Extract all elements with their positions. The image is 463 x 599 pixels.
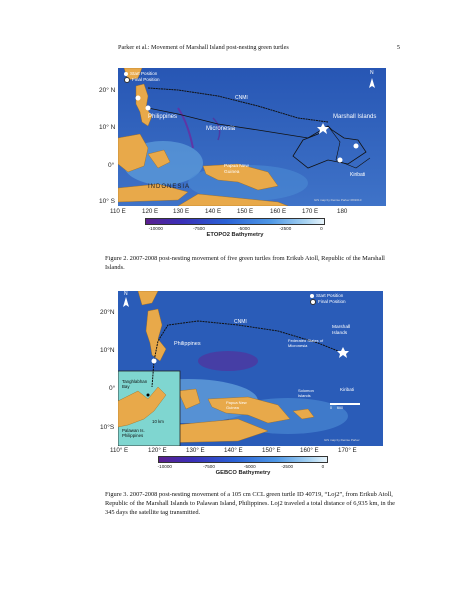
fig3-cbar-tick: -2500 — [281, 464, 294, 469]
fig3-xtick-170: 170° E — [338, 447, 357, 454]
label-philippines: Philippines — [174, 341, 201, 347]
fig3-colorbar — [158, 456, 328, 476]
fig2-ytick-10s: 10° S — [99, 198, 115, 205]
label-micronesia: Micronesia — [206, 126, 236, 132]
fig2-legend — [124, 71, 160, 83]
label-scale: 0 600 — [330, 406, 343, 410]
fig2-cbar-tick: 0 — [320, 226, 323, 231]
label-fsm: Federated States of Micronesia — [288, 338, 324, 348]
fig3-colorbar-title: GEBCO Bathymetry — [215, 470, 271, 476]
fig3-xtick-150: 150° E — [262, 447, 281, 454]
fig2-legend-final: Final Position — [124, 77, 160, 83]
fig2-cbar-tick: -10000 — [148, 226, 163, 231]
label-cnmi: CNMI — [234, 319, 247, 325]
fig3-legend-final: Final Position — [310, 299, 346, 305]
label-taghlabhan: Tanghlabhan Bay — [122, 379, 148, 389]
fig3-legend-start: Start Position — [310, 293, 346, 299]
label-marshall: Marshall Islands — [332, 325, 351, 336]
fig2-legend-start: Start Position — [124, 71, 160, 77]
fig3-ytick-20n: 20°N — [100, 309, 115, 316]
fig3-ytick-0: 0° — [109, 385, 116, 392]
fig2-xtick-140: 140 E — [205, 208, 222, 215]
star-icon — [310, 294, 314, 298]
fig3-cbar-tick: -5000 — [243, 464, 256, 469]
fig3-credit: GIS map by Denise Parker — [324, 438, 360, 442]
fig3-cbar-tick: -10000 — [157, 464, 172, 469]
fig3-ytick-10s: 10°S — [100, 424, 115, 431]
label-marshall: Marshall Islands — [333, 114, 377, 120]
fig2-xtick-170: 170 E — [302, 208, 319, 215]
circle-icon — [310, 299, 316, 305]
label-scale-km: 10 km — [152, 419, 164, 424]
label-cnmi: CNMI — [235, 95, 248, 101]
fig2-credit: GIS map by Denise Parker 08/2010 — [314, 198, 362, 202]
fig3-cbar-tick: -7500 — [203, 464, 215, 469]
fig3-xtick-110: 110° E — [110, 447, 129, 454]
label-solomon: Solomon Islands — [298, 388, 314, 398]
star-icon — [124, 72, 128, 76]
fig2-xtick-150: 150 E — [237, 208, 254, 215]
figure2-caption: Figure 2. 2007-2008 post-nesting movement of five green turtles from Erikub Atoll, Republic of the Marshall Islands. — [105, 255, 385, 271]
circle-icon — [124, 77, 130, 83]
fig2-ytick-10n: 10° N — [99, 124, 116, 131]
label-kiribati: Kiribati — [350, 172, 366, 178]
label-png: Papua New Guinea — [224, 164, 249, 175]
fig2-colorbar-gradient — [145, 218, 325, 225]
label-palawan: Palawan Is. Philippines — [122, 428, 145, 438]
figure2-map — [118, 68, 386, 206]
fig2-cbar-tick: -7500 — [193, 226, 205, 231]
fig3-ytick-10n: 10°N — [100, 347, 115, 354]
label-philippines: Philippines — [148, 114, 178, 120]
fig3-legend — [310, 293, 346, 305]
fig2-xtick-110: 110 E — [110, 208, 126, 215]
north-label: N — [124, 291, 128, 297]
fig2-colorbar — [145, 218, 325, 238]
fig2-cbar-tick: -5000 — [238, 226, 250, 231]
label-kiribati: Kiribati — [340, 387, 355, 392]
fig3-colorbar-gradient — [158, 456, 328, 463]
fig2-xtick-130: 130 E — [173, 208, 190, 215]
fig3-xtick-130: 130° E — [186, 447, 205, 454]
fig2-xtick-160: 160 E — [270, 208, 287, 215]
fig2-colorbar-title: ETOPO2 Bathymetry — [206, 232, 264, 238]
figure3-caption: Figure 3. 2007-2008 post-nesting movement of a 105 cm CCL green turtle ID 40719, “Loj2”, from Erikub Atoll, Republic of the Marshall Islands to Palawan Island, Philippines. Loj2 traveled a total distance of 6,935 km, in the 345 days the satellite tag transmitted. — [105, 491, 396, 516]
label-png: Papua New Guinea — [226, 400, 247, 410]
fig2-xtick-180: 180 — [337, 208, 348, 215]
fig3-xtick-140: 140° E — [224, 447, 243, 454]
north-label: N — [370, 70, 374, 76]
page-number: 5 — [396, 44, 400, 51]
figure3-map — [118, 291, 383, 446]
label-indonesia: INDONESIA — [148, 184, 191, 190]
fig3-xtick-160: 160° E — [300, 447, 319, 454]
fig2-ytick-20n: 20° N — [99, 87, 116, 94]
fig2-cbar-tick: -2500 — [279, 226, 292, 231]
fig2-xtick-120: 120 E — [142, 208, 159, 215]
fig3-xtick-120: 120° E — [148, 447, 167, 454]
fig3-cbar-tick: 0 — [321, 464, 325, 469]
running-title: Parker et al.: Movement of Marshall Island post-nesting green turtles — [118, 44, 289, 51]
fig2-ytick-0: 0° — [108, 162, 115, 169]
